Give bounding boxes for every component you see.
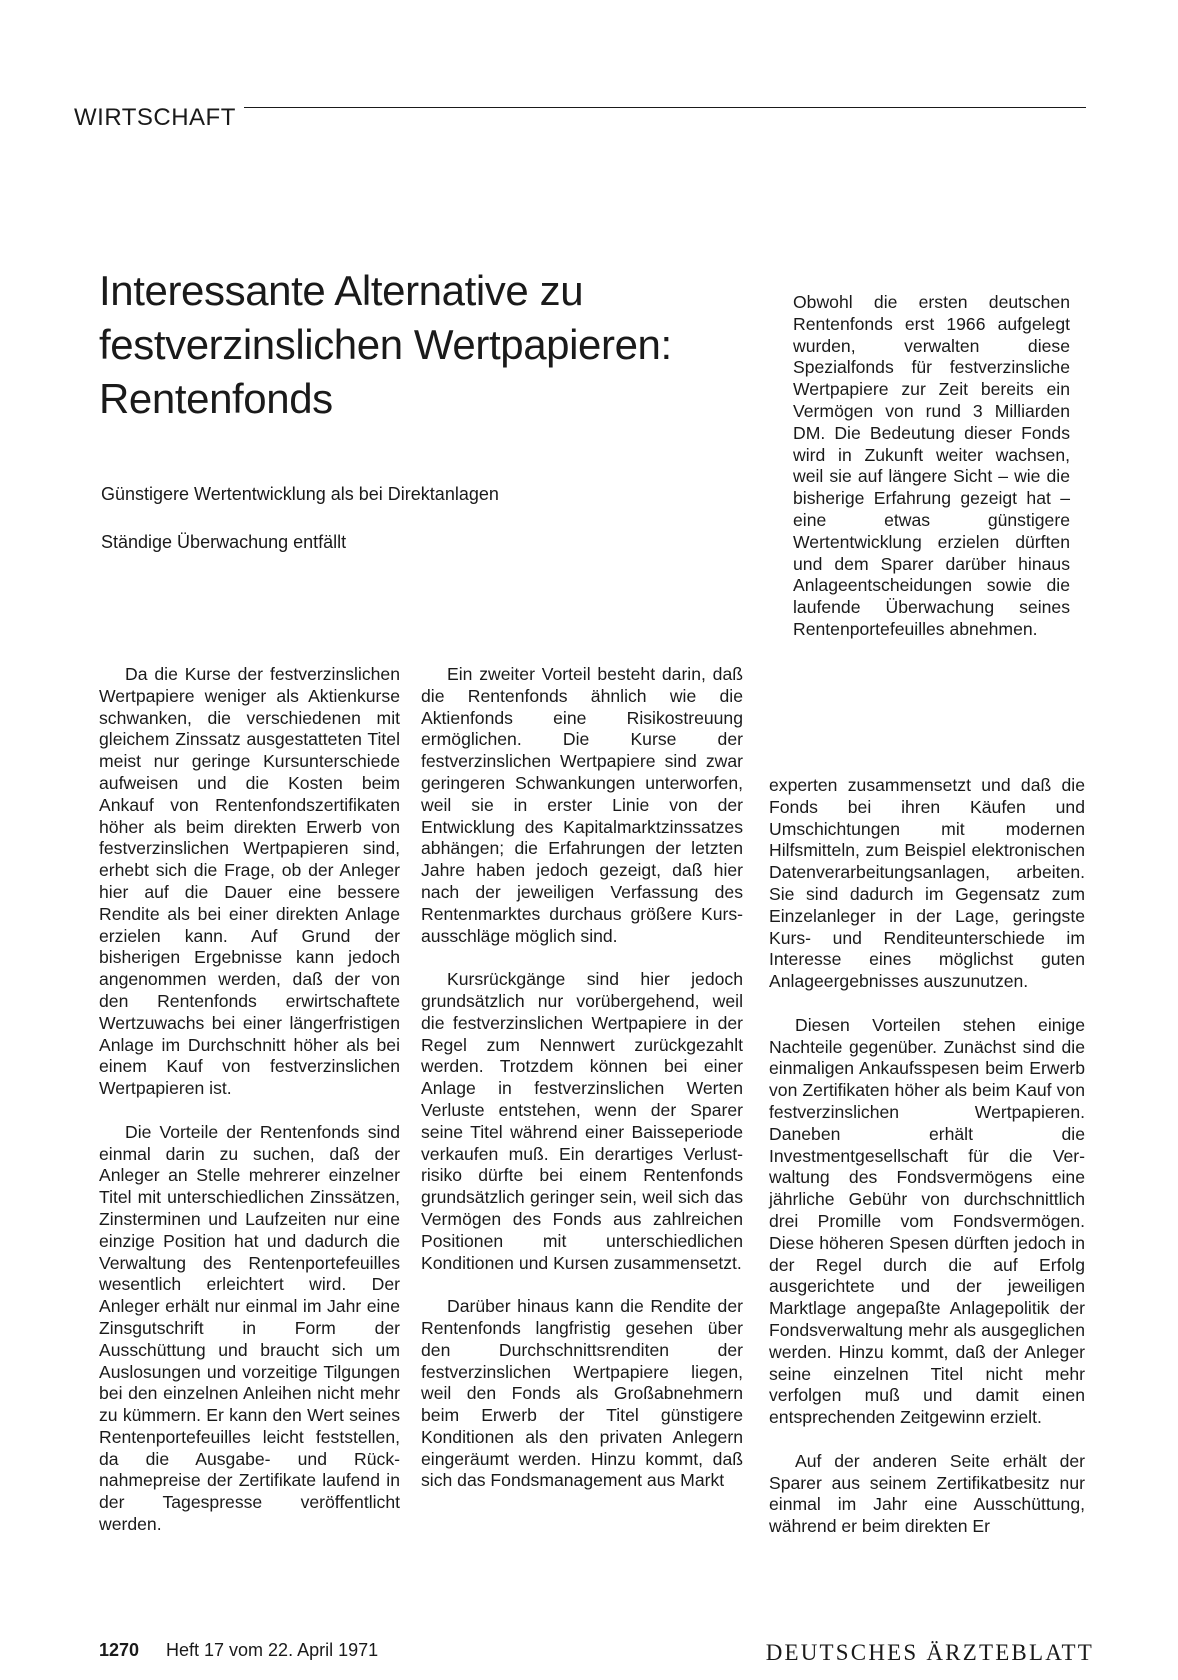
section-label: WIRTSCHAFT — [74, 104, 236, 131]
subtitle: Günstigere Wertentwicklung als bei Direktanlagen — [101, 484, 499, 504]
title-line: Interessante Alternative zu — [99, 267, 584, 314]
publication-name: DEUTSCHES ÄRZTEBLATT — [765, 1640, 1094, 1665]
article-column-2 — [421, 664, 743, 1492]
issue-info: Heft 17 vom 22. April 1971 — [166, 1640, 379, 1660]
header-rule — [244, 107, 1086, 108]
article-column-3 — [769, 775, 1085, 1538]
paragraph: experten zusammensetzt und daß die Fonds bei ihren Käufen und Umschichtungen mit modernen Hilfsmitteln, zum Beispiel elektronischen Datenverarbeitungsanlagen, arbeiten. Sie sind dadurch im Gegensatz zum Einzelanleger in der Lage, geringste Kurs- und Renditeunterschiede im Interesse eines möglichst guten Anlageergebnisses auszunutzen. — [769, 775, 1085, 992]
paragraph: Kursrückgänge sind hier jedoch grundsätzlich nur vorübergehend, weil die festverzinslichen Wertpapiere in der Regel zum Nennwert zurückgezahlt werden. Trotzdem können bei einer Anlage in festverzinslichen Werten Verluste entstehen, wenn der Sparer seine Titel während einer Baisseperiode verkaufen muß. Ein derartiges Verlustrisiko dürfte bei einem Rentenfonds grundsätzlich geringer sein, weil sich das Vermögen des Fonds aus zahlreichen Positionen mit unterschiedlichen Konditionen und Kursen zusammensetzt. — [421, 969, 743, 1273]
title-line: festverzinslichen Wertpapieren: — [99, 321, 672, 368]
section-header — [74, 104, 1086, 134]
article-title — [99, 264, 759, 426]
article-column-1 — [99, 664, 400, 1536]
paragraph: Ein zweiter Vorteil besteht darin, daß die Rentenfonds ähnlich wie die Aktienfonds eine Risikostreuung ermöglichen. Die Kurse der festverzinslichen Wertpapiere sind zwar geringeren Schwankungen unterworfen, weil sie in erster Linie von der Entwicklung des Kapitalmarktzinssatzes abhängen; die Erfahrungen der letzten Jahre haben jedoch gezeigt, daß hier nach der jeweiligen Verfassung des Rentenmarktes durchaus größere Kursausschläge möglich sind. — [421, 664, 743, 946]
paragraph: Darüber hinaus kann die Rendite der Rentenfonds langfristig gesehen über den Durchschnittsrenditen der festverzinslichen Wertpapiere liegen, weil den Fonds als Großabnehmern beim Erwerb der Titel günstigere Konditionen als den privaten Anlegern eingeräumt werden. Hinzu kommt, daß sich das Fondsmanagement aus Markt — [421, 1296, 743, 1491]
paragraph: Diesen Vorteilen stehen einige Nachteile gegenüber. Zunächst sind die einmaligen Ankaufsspesen beim Erwerb von Zertifikaten höher als beim Kauf von festverzinslichen Wertpapieren. Daneben erhält die Investmentgesellschaft für die Verwaltung des Fondsvermögens eine jährliche Gebühr von durchschnittlich drei Promille vom Fondsvermögen. Diese höheren Spesen dürften jedoch in der Regel durch die auf Erfolg ausgerichtete und der jeweiligen Marktlage angepaßte Anlagepolitik der Fondsverwaltung mehr als ausgeglichen werden. Hinzu kommt, daß der Anleger seine einzelnen Titel nicht mehr verfolgen muß und damit einen entsprechenden Zeitgewinn erzielt. — [769, 1014, 1085, 1428]
paragraph: Auf der anderen Seite erhält der Sparer aus seinem Zertifikatbesitz nur einmal im Jahr eine Ausschüttung, während er beim direkten Er — [769, 1450, 1085, 1537]
page-number: 1270 — [99, 1640, 140, 1660]
subtitle: Ständige Überwachung entfällt — [101, 532, 347, 552]
sidebar-summary — [793, 292, 1070, 641]
paragraph: Obwohl die ersten deutschen Rentenfonds erst 1966 aufgelegt wurden, verwalten diese Spezialfonds für festverzinsliche Wertpapiere zur Zeit bereits ein Vermögen von rund 3 Milliarden DM. Die Bedeutung dieser Fonds wird in Zukunft weiter wachsen, weil sie auf längere Sicht – wie die bisherige Erfahrung gezeigt hat – eine etwas günstigere Wertentwicklung erzielen dürften und dem Sparer darüber hinaus Anlageentscheidungen sowie die laufende Überwachung seines Rentenportefeuilles abnehmen. — [793, 292, 1070, 639]
paragraph: Da die Kurse der festverzinslichen Wertpapiere weniger als Aktienkurse schwanken, die verschiedenen mit gleichem Zinssatz ausgestatteten Titel meist nur geringe Kursunterschiede aufweisen und die Kosten beim Ankauf von Rentenfondszertifikaten höher als beim direkten Erwerb von festverzinslichen Wertpapieren sind, erhebt sich die Frage, ob der Anleger hier auf die Dauer eine bessere Rendite als bei einer direkten Anlage erzielen kann. Auf Grund der bisherigen Ergebnisse kann jedoch angenommen werden, daß der von den Rentenfonds erwirtschaftete Wertzuwachs bei einer längerfristigen Anlage im Durchschnitt höher als bei einem Kauf von festverzinslichen Wertpapieren ist. — [99, 664, 400, 1099]
paragraph: Die Vorteile der Rentenfonds sind einmal darin zu suchen, daß der Anleger an Stelle mehrerer einzelner Titel mit unterschiedlichen Zinssätzen, Zinsterminen und Laufzeiten nur eine einzige Position hat und dadurch die Verwaltung des Rentenportefeuilles wesentlich erleichtert wird. Der Anleger erhält nur einmal im Jahr eine Zinsgutschrift in Form der Ausschüttung und braucht sich um Auslosungen und vorzeitige Tilgungen bei den einzelnen Anleihen nicht mehr zu kümmern. Er kann den Wert seines Rentenportefeuilles leicht feststellen, da die Ausgabe- und Rücknahmepreise der Zertifikate laufend in der Tagespresse veröffentlicht werden. — [99, 1121, 400, 1535]
title-line: Rentenfonds — [99, 375, 333, 422]
